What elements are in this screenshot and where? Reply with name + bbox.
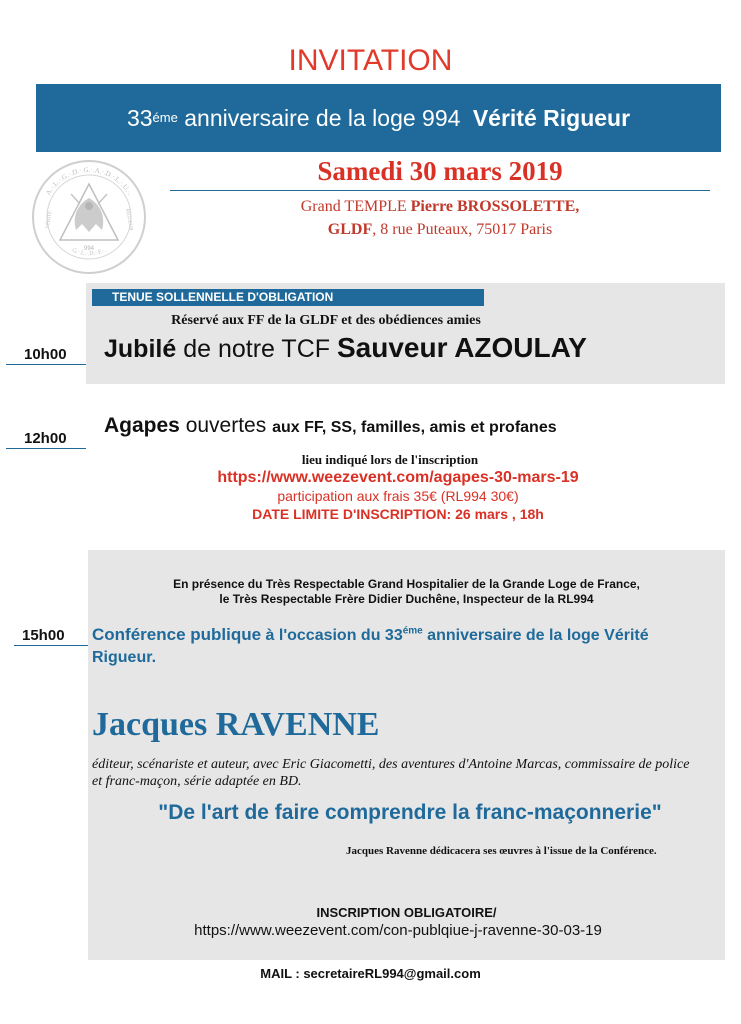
agapes-registration-link[interactable]: https://www.weezevent.com/agapes-30-mars-19: [217, 469, 579, 486]
speaker-bio: éditeur, scénariste et auteur, avec Eric Giacometti, des aventures d'Antoine Marcas, commissaire de police et franc-maçon, série adaptée en BD.: [92, 757, 690, 789]
session-2-time: 12h00: [24, 430, 67, 447]
venue-org: GLDF: [327, 221, 373, 238]
jubile-middle: de notre TCF: [176, 335, 337, 363]
speaker-name: Jacques RAVENNE: [92, 706, 380, 743]
venue-temple: Grand TEMPLE: [300, 198, 411, 215]
conference-lead: Conférence publique: [92, 625, 262, 644]
session-2-time-rule: [6, 448, 86, 449]
agapes-fee: participation aux frais 35€ (RL994 30€): [277, 488, 519, 504]
page-title: INVITATION: [288, 44, 453, 77]
lodge-name: Vérité Rigueur: [472, 104, 631, 131]
banner-text: anniversaire de la loge 994: [177, 104, 467, 131]
conference-text-a: à l'occasion du 33: [261, 627, 403, 644]
venue-address: , 8 rue Puteaux, 75017 Paris: [372, 221, 553, 238]
presence-line-1: En présence du Très Respectable Grand Hospitalier de la Grande Loge de France,: [173, 577, 640, 591]
session-2-location-note: lieu indiqué lors de l'inscription: [301, 452, 479, 467]
seal-left-text: VÉRITÉ: [45, 210, 54, 230]
presence-line-2: le Très Respectable Frère Didier Duchêne, Inspecteur de la RL994: [219, 592, 594, 606]
seal-number: 994: [83, 246, 95, 252]
event-date: Samedi 30 mars 2019: [317, 156, 563, 186]
banner-number: 33: [126, 104, 153, 131]
conference-quote: "De l'art de faire comprendre la franc-maçonnerie": [158, 801, 662, 824]
conference-text-b: anniversaire de la loge Vérité Rigueur.: [92, 627, 649, 666]
jubile-word: Jubilé: [104, 335, 177, 363]
session-1-time: 10h00: [24, 346, 67, 363]
agapes-deadline: DATE LIMITE D'INSCRIPTION: 26 mars , 18h: [252, 506, 544, 522]
conference-sup: éme: [402, 625, 423, 637]
session-1-reserve: Réservé aux FF de la GLDF et des obédiences amies: [171, 313, 481, 328]
seal-right-text: RIGUEUR: [124, 208, 133, 232]
seal-top-text: A.·.L.·.G.·.D.·.G.·.A.·.D.·.L.·.U.·.: [44, 165, 134, 197]
session-3-panel: [88, 550, 725, 960]
session-1-badge: TENUE SOLLENNELLE D'OBLIGATION: [92, 289, 484, 306]
conference-registration-link[interactable]: https://www.weezevent.com/con-publqiue-j-ravenne-30-03-19: [194, 922, 602, 939]
session-2-title: [104, 414, 557, 438]
lodge-seal-icon: [30, 158, 148, 276]
dedication-note: Jacques Ravenne dédicacera ses œuvres à l'issue de la Conférence.: [346, 845, 657, 857]
date-underline: [170, 190, 710, 191]
session-1-title: [104, 332, 587, 364]
agapes-middle: ouvertes: [179, 414, 273, 437]
venue-line-1: [170, 198, 710, 216]
session-3-time: 15h00: [22, 627, 65, 644]
honoree-name: Sauveur AZOULAY: [336, 332, 587, 363]
conference-description: [92, 624, 692, 669]
session-1-time-rule: [6, 364, 86, 365]
venue-line-2: [170, 221, 710, 239]
contact-mail[interactable]: MAIL : secretaireRL994@gmail.com: [260, 966, 481, 981]
agapes-audience: aux FF, SS, familles, amis et profanes: [272, 419, 557, 436]
seal-bottom-text: G.·.L.·.D.·.F.·.: [71, 247, 107, 258]
inscription-heading: INSCRIPTION OBLIGATOIRE/: [316, 905, 497, 920]
agapes-word: Agapes: [104, 414, 180, 437]
session-3-time-rule: [14, 645, 88, 646]
venue-temple-name: Pierre BROSSOLETTE,: [410, 198, 580, 215]
anniversary-banner: 33 éme anniversaire de la loge 994 Vérité Rigueur: [36, 84, 721, 152]
